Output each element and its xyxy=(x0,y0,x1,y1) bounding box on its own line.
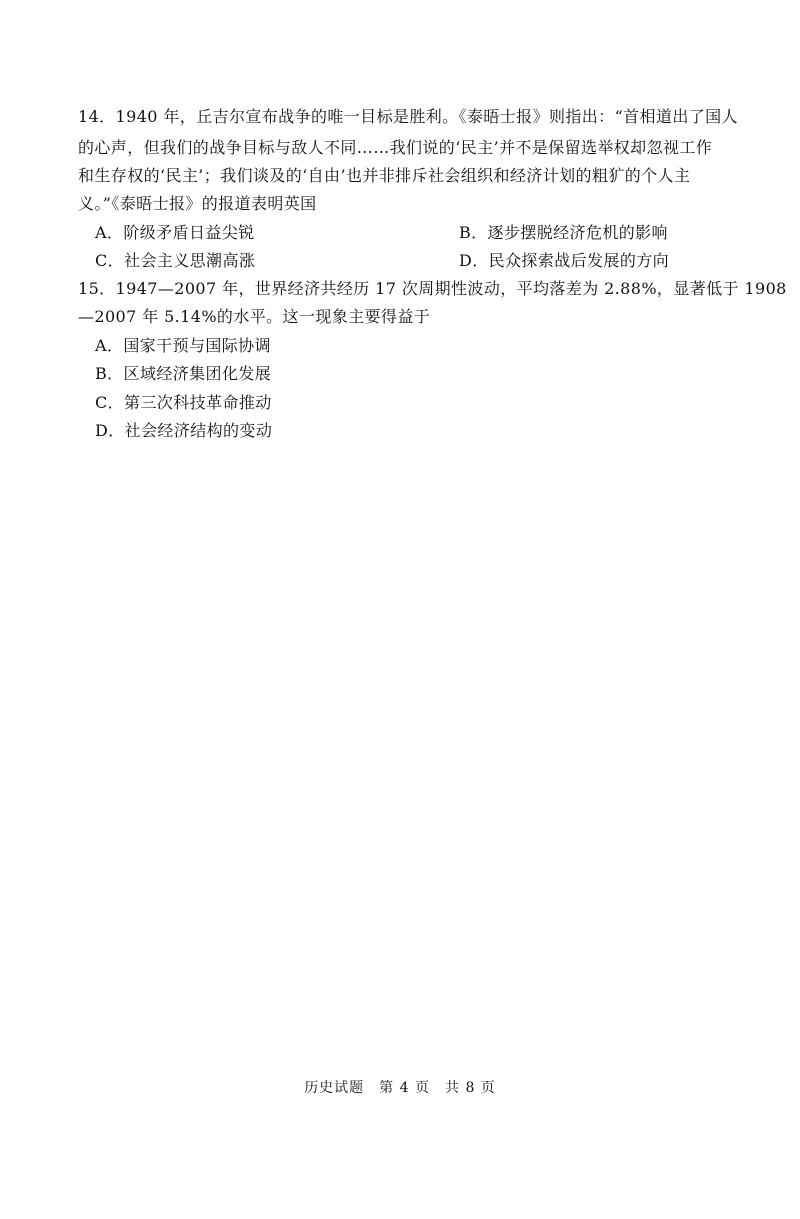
question-14-option-d: D．民众探索战后发展的方向 xyxy=(459,251,670,270)
question-14-option-b: B．逐步摆脱经济危机的影响 xyxy=(459,223,668,242)
question-14-stem-line-3: 和生存权的‘民主’；我们谈及的‘自由’也并非排斥社会组织和经济计划的粗犷的个人主 xyxy=(78,166,691,185)
question-15-option-a: A．国家干预与国际协调 xyxy=(95,336,271,355)
page-footer: 历史试题 第 4 页 共 8 页 xyxy=(304,1080,496,1096)
question-15-option-b: B．区域经济集团化发展 xyxy=(95,364,272,383)
question-14-option-c: C．社会主义思潮高涨 xyxy=(95,251,256,270)
question-15-stem-line-2: —2007 年 5.14%的水平。这一现象主要得益于 xyxy=(78,307,431,326)
question-15-stem-line-1: 15．1947—2007 年，世界经济共经历 17 次周期性波动，平均落差为 2.88%，显著低于 1908 xyxy=(78,279,787,298)
question-14-stem-line-2: 的心声，但我们的战争目标与敌人不同……我们说的‘民主’并不是保留选举权却忽视工作 xyxy=(78,138,713,157)
question-14-option-a: A．阶级矛盾日益尖锐 xyxy=(95,223,255,242)
question-14-stem-line-1: 14．1940 年，丘吉尔宣布战争的唯一目标是胜利。《泰晤士报》则指出：“首相道出了国人 xyxy=(78,107,738,126)
question-15-option-d: D．社会经济结构的变动 xyxy=(95,421,273,440)
question-14-stem-line-4: 义。”《泰晤士报》的报道表明英国 xyxy=(78,194,317,213)
question-15-option-c: C．第三次科技革命推动 xyxy=(95,393,272,412)
